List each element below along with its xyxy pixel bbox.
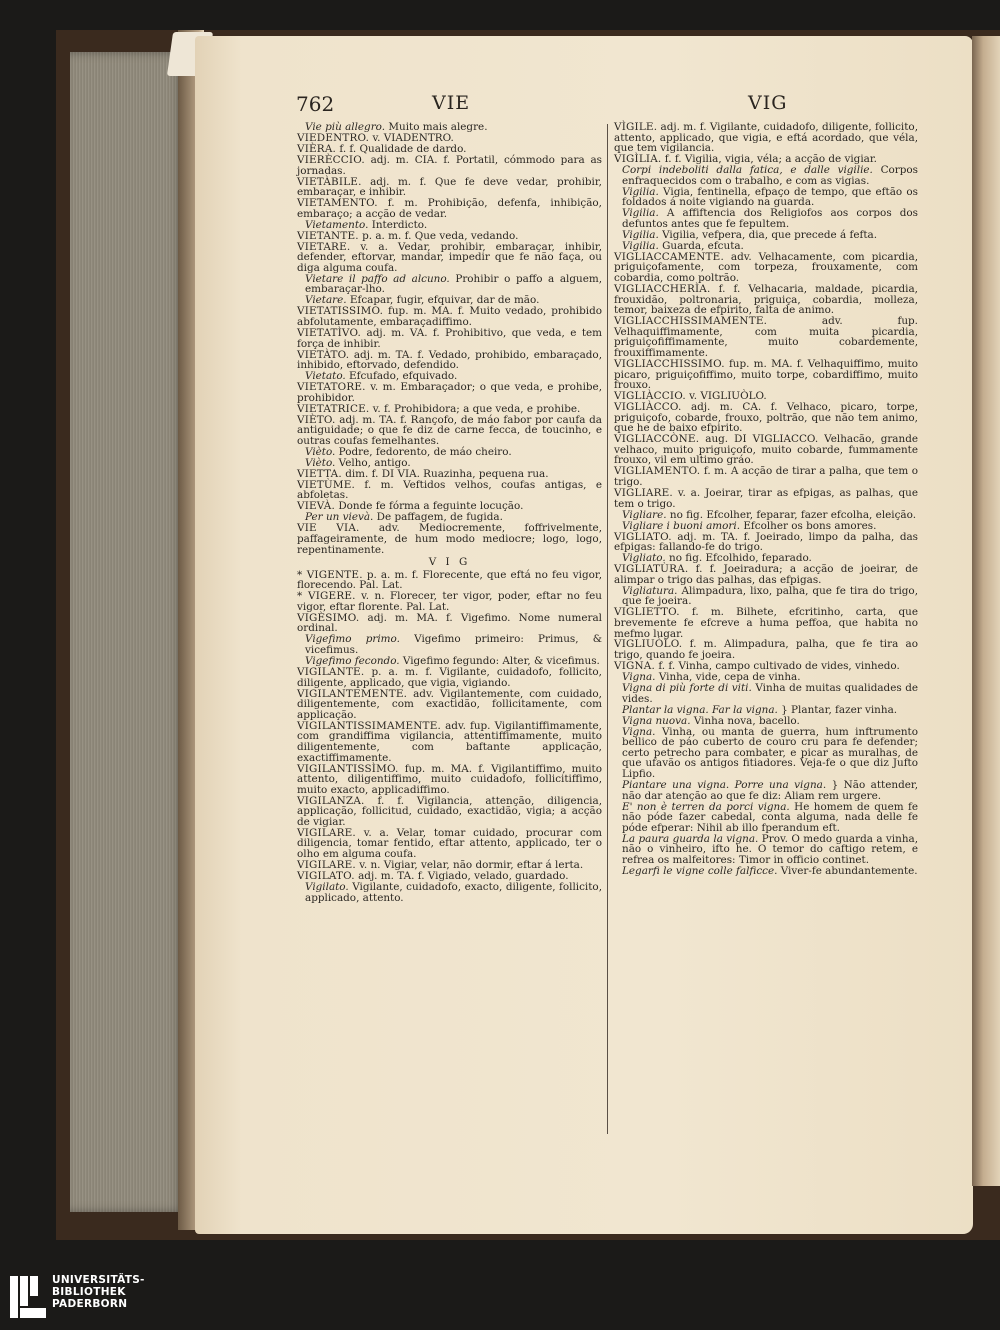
entry-example: Vigilato. [305, 881, 349, 894]
dictionary-entry [297, 274, 602, 295]
entry-definition: p. a. m. f. Que veda, vedando. [362, 229, 519, 242]
entry-example: Vigefimo fecondo. [305, 655, 400, 668]
entry-example: Vigliatura. [622, 584, 678, 597]
dictionary-entry [614, 780, 918, 801]
dictionary-entry [297, 667, 602, 688]
entry-definition: Vigia, fentinella, efpaço de tempo, que eftão os foldados á noite vigiando na guarda. [622, 185, 919, 209]
entry-definition: Corpos enfraquecidos com o trabalho, e com as vigias. [622, 164, 918, 187]
entry-headword: VIETANTE. [297, 229, 359, 242]
entry-headword: VIGLIACCHISSIMAMENTE. [614, 315, 768, 328]
entry-definition: Velho, antigo. [338, 456, 411, 469]
entry-definition: dim. f. DI VIA. Ruazinha, pequena rua. [345, 467, 549, 480]
entry-example: Vigliato. [622, 552, 666, 565]
entry-headword: VIETATORE. [297, 381, 366, 394]
entry-definition: adj. m. VA. f. Prohibitivo, que veda, e tem força de inhibir. [297, 326, 602, 350]
entry-definition: Alimpadura, lixo, palha, que fe tira do trigo, que fe joeira. [622, 584, 918, 608]
entry-example: Vietare. [305, 294, 347, 307]
dictionary-entry [297, 634, 602, 655]
dictionary-entry [297, 689, 602, 721]
entry-definition: f. m. Bilhete, efcritinho, carta, que brevemente fe efcreve a huma peffoa, que habita no mefmo lugar. [614, 606, 918, 640]
entry-example: Piantare una vigna. Porre una vigna. [622, 778, 827, 791]
entry-example: Vietato. [305, 370, 346, 383]
dictionary-entry [614, 488, 918, 509]
entry-headword: VÌGILE. [614, 121, 658, 133]
dictionary-entry [614, 866, 918, 877]
dictionary-entry [614, 402, 918, 434]
entry-definition: v. n. Vigiar, velar, não dormir, eftar á lerta. [359, 859, 584, 872]
entry-headword: VIETATÌVO. [297, 326, 362, 339]
dictionary-entry [614, 284, 918, 316]
entry-definition: Efcolher os bons amores. [743, 519, 877, 532]
entry-headword: VIGLIACCAMENTE. [614, 250, 724, 263]
entry-headword: VIGLIÀCCO. [614, 401, 682, 414]
entry-definition: fup. m. MA. f. Velhaquiffimo, muito picaro, priguiçofiffimo, muito torpe, cobardiffimo, muito frouxo. [614, 357, 918, 392]
dictionary-entry [297, 155, 602, 176]
dictionary-entry [297, 796, 602, 828]
entry-example: Vigilia. [622, 185, 659, 198]
entry-definition: adj. m. f. Que fe deve vedar, prohibir, embaraçar, e inhibir. [297, 175, 602, 199]
entry-headword: VIGLIUÒLO. [614, 638, 683, 651]
entry-headword: VIGILARE. [297, 859, 356, 872]
dictionary-entry [297, 350, 602, 371]
entry-headword: VIGLIATÙRA. [614, 563, 689, 576]
entry-headword: VIGILANTISSÌMO. [297, 762, 399, 775]
entry-example: Vigilia. [622, 239, 659, 252]
dictionary-entry [614, 834, 918, 866]
entry-definition: adj. m. MA. f. Vigefimo. Nome numeral ordinal. [297, 611, 602, 635]
entry-definition: p. a. m. f. Vigilante, cuidadofo, follicito, diligente, applicado, que vigia, vigiando. [297, 666, 602, 689]
entry-definition: Vinha de muitas qualidades de vides. [622, 682, 918, 705]
left-column [297, 122, 602, 904]
entry-definition: no fig. Efcolhido, feparado. [669, 552, 812, 565]
dictionary-entry [614, 359, 918, 391]
entry-example: Vièto. [305, 445, 336, 458]
entry-headword: VIGLIACCHISSIMO. [614, 357, 725, 370]
dictionary-entry [297, 613, 602, 634]
entry-definition: v. f. Prohibidora; a que veda, e prohibe. [372, 402, 581, 415]
entry-headword: VIÈTO. [297, 413, 336, 426]
entry-definition: Vigefimo primeiro: Primus, & vicefimus. [305, 633, 602, 657]
next-page-sliver [972, 36, 1000, 1186]
entry-definition: v. m. Embaraçador; o que veda, e prohibe, prohibidor. [297, 381, 602, 404]
entry-definition: adj. m. TA. f. Vigiado, velado, guardado. [358, 870, 569, 883]
dictionary-entry [297, 570, 602, 591]
entry-example: Vigilia. [622, 228, 659, 241]
entry-example: Vietare il paffo ad alcuno. [305, 272, 450, 285]
entry-headword: VIGLIARE. [614, 487, 673, 500]
entry-definition: no fig. Efcolher, feparar, fazer efcolha, eleição. [669, 508, 917, 521]
entry-definition: Muito mais alegre. [388, 121, 488, 133]
entry-headword: VIGLIETTO. [614, 606, 680, 619]
dictionary-entry [297, 828, 602, 860]
library-logo-icon [8, 1274, 48, 1320]
entry-definition: Podre, fedorento, de máo cheiro. [338, 445, 512, 458]
entry-definition: Efcufado, efquivado. [349, 370, 458, 383]
entry-definition: v. VIADENTRO. [372, 131, 454, 144]
entry-example: Vigna. [622, 725, 656, 738]
dictionary-entry [297, 882, 602, 903]
entry-definition: Vigilante, cuidadofo, exacto, diligente, follicito, applicado, attento. [305, 881, 602, 904]
entry-example: E' non è terren da porci vigna. [622, 800, 790, 813]
entry-example: Per un vievà. [305, 511, 374, 524]
entry-definition: adv. fup. Vigilantiffimamente, com grandiffima vigilancia, attentiffimamente, muito diligentemente, com baftante applicação, exactiffimamente. [297, 719, 602, 764]
running-head-left: VIE [432, 92, 471, 114]
entry-headword: VIETAMENTO. [297, 197, 378, 210]
entry-headword: VIGILANTISSIMAMENTE. [297, 719, 441, 732]
dictionary-entry [614, 532, 918, 553]
logo-line-2: BIBLIOTHEK [52, 1286, 126, 1298]
entry-definition: f. f. Joeiradura; a acção de joeirar, de alimpar o trigo das palhas, das efpigas. [614, 563, 918, 586]
entry-headword: VIGNA. [614, 660, 656, 673]
dictionary-entry [614, 683, 918, 704]
entry-definition: A affiftencia dos Religiofos aos corpos dos defuntos antes que fe fepultem. [622, 207, 918, 230]
entry-definition: } Plantar, fazer vinha. [781, 703, 898, 716]
running-head-right: VIG [748, 92, 788, 114]
logo-line-1: UNIVERSITÄTS- [52, 1274, 145, 1286]
entry-definition: f. f. Vinha, campo cultivado de vides, vinhedo. [658, 660, 900, 673]
entry-definition: Vigilia, vefpera, dia, que precede á fefta. [662, 228, 877, 241]
dictionary-entry [614, 316, 918, 358]
entry-headword: VIETÀTO. [297, 348, 350, 361]
dictionary-entry [614, 802, 918, 834]
entry-example: Corpi indeboliti dalla fatica, e dalle vigilie. [622, 164, 873, 177]
dictionary-entry [297, 242, 602, 274]
entry-definition: Vinha nova, bacello. [693, 714, 800, 727]
entry-headword: VIETTA. [297, 467, 342, 480]
entry-definition: adj. m. CIA. f. Portatil, cómmodo para as jornadas. [297, 153, 602, 177]
entry-definition: v. a. Velar, tomar cuidado, procurar com diligencia, tomar fentido, eftar attento, applicado, ter o olho em alguma coufa. [297, 826, 602, 861]
entry-headword: VIGILATO. [297, 870, 355, 883]
entry-example: Plantar la vigna. Far la vigna. [622, 703, 778, 716]
entry-definition: f. f. Vigilia, vigia, véla; a acção de vigiar. [664, 153, 877, 166]
entry-example: Vigliare. [622, 508, 667, 521]
entry-definition: adj. m. TA. f. Vedado, prohibido, embaraçado, inhibido, eftorvado, defendido. [297, 348, 602, 372]
entry-definition: v. a. Vedar, prohibir, embaraçar, inhibir, defender, eftorvar, mandar, impedir que fe não faça, ou diga alguma coufa. [297, 240, 602, 274]
entry-example: Vigna. [622, 671, 656, 684]
dictionary-entry [614, 434, 918, 466]
entry-headword: VIGILARE. [297, 826, 356, 839]
entry-definition: f. f. Qualidade de dardo. [339, 142, 467, 155]
entry-headword: * VIGENTE. [297, 568, 363, 581]
entry-headword: VIGÈSIMO. [297, 611, 360, 624]
entry-headword: VIGLIACCÒNE. [614, 433, 700, 446]
dictionary-entry [614, 586, 918, 607]
dictionary-entry [614, 466, 918, 487]
column-divider [607, 124, 608, 1134]
entry-headword: VIE VIA. [297, 522, 360, 535]
entry-definition: Guarda, efcuta. [662, 239, 744, 252]
entry-example: Legarfi le vigne colle falficce. [622, 864, 778, 877]
entry-example: Vigna di più forte di viti. [622, 682, 752, 695]
entry-definition: Vinha, ou manta de guerra, hum inftrumento bellico de páo cuberto de couro cru para fe defender; certo petrecho para combater, e picar as muralhas, de que ufavão os antigos fitiadores. Veja-fe o que diz Jufto Lipfio. [622, 725, 918, 780]
entry-definition: fup. m. MA. f. Muito vedado, prohibido abfolutamente, embaraçadiffimo. [297, 305, 602, 328]
entry-headword: VIEVÀ. [297, 500, 335, 513]
entry-definition: f. m. Prohibição, defenfa, inhibição, embaraço; a acção de vedar. [297, 197, 602, 220]
dictionary-entry [614, 639, 918, 660]
dictionary-entry [614, 165, 918, 186]
dictionary-entry [297, 328, 602, 349]
entry-definition: adv. Mediocremente, foffrivelmente, paffageiramente, de hum modo mediocre; logo, logo, repentinamente. [297, 522, 602, 556]
entry-definition: Vigefimo fegundo: Alter, & vicefimus. [402, 655, 600, 668]
entry-definition: adj. m. TA. f. Joeirado, limpo da palha, das efpigas: fallando-fe do trigo. [614, 530, 919, 554]
entry-example: La paura guarda la vigna. [622, 832, 759, 845]
entry-headword: VIETÙME. [297, 478, 356, 491]
entry-headword: VIETATISSIMO. [297, 305, 384, 318]
section-heading: V I G [428, 556, 471, 569]
entry-example: Vie più allegro. [305, 121, 386, 133]
entry-definition: Donde fe fórma a feguinte locução. [338, 500, 524, 513]
entry-definition: aug. DI VIGLIACCO. Velhacão, grande velhaco, muito priguiçofo, muito cobarde, fummamente frouxo, vil em ultimo gráo. [614, 433, 918, 467]
entry-headword: VIGÌLIA. [614, 153, 662, 166]
library-logo [8, 1274, 168, 1322]
entry-definition: } Não attender, não dar atenção ao que fe diz: Aliam rem urgere. [622, 778, 918, 802]
dictionary-entry [614, 727, 918, 780]
entry-headword: VIEDENTRO. [297, 131, 370, 144]
entry-definition: De paffagem, de fugida. [376, 511, 503, 524]
right-column [614, 122, 918, 877]
entry-definition: Prohibir o paffo a alguem, embaraçar-lho. [305, 272, 603, 296]
entry-definition: adj. m. f. Vigilante, cuidadofo, diligente, follicito, attento, applicado, que vigia, e eftá acordado, que véla, que tem vigilancia. [614, 121, 918, 155]
entry-definition: adv. Vigilantemente, com cuidado, diligentemente, com exactidão, follicitamente, com applicação. [297, 687, 602, 721]
entry-headword: VIGLIATO. [614, 530, 672, 543]
entry-headword: VIÈRA. [297, 142, 337, 155]
dictionary-entry [297, 764, 602, 796]
entry-definition: f. m. Veftidos velhos, coufas antigas, e abfoletas. [297, 478, 602, 502]
entry-headword: VIGILANTE. [297, 666, 365, 679]
entry-example: Vigefimo primo. [305, 633, 400, 646]
entry-headword: VIERÈCCIO. [297, 153, 365, 166]
dictionary-entry [614, 564, 918, 585]
entry-example: Vigliare i buoni amori. [622, 519, 740, 532]
dictionary-entry [297, 591, 602, 612]
entry-headword: VIGLIÀCCIO. [614, 390, 686, 403]
dictionary-entry [297, 306, 602, 327]
entry-definition: v. a. Joeirar, tirar as efpigas, as palhas, que tem o trigo. [614, 487, 918, 510]
entry-example: Vièto. [305, 456, 336, 469]
entry-definition: fup. m. MA. f. Vigilantiffimo, muito attento, diligentiffimo, muito cuidadofo, follicitiffimo, muito exacto, applicadiffimo. [297, 762, 602, 796]
page-edges [70, 52, 185, 1212]
entry-headword: VIGLIACCHERÌA. [614, 283, 711, 296]
entry-headword: VIGILANTEMENTE. [297, 687, 408, 700]
entry-definition: f. f. Vigilancia, attenção, diligencia, applicação, follicitud, cuidado, exactidão, vigia; a acção de vigiar. [297, 794, 603, 828]
entry-headword: * VIGERE. [297, 590, 356, 603]
dictionary-entry [297, 415, 602, 447]
entry-example: Vietamento. [305, 218, 369, 231]
entry-definition: adj. m. TA. f. Rançofo, de máo fabor por caufa da antiguidade; o que fe diz de carne fecca, de toucinho, e outras coufas femelhantes. [297, 413, 602, 447]
page-number: 762 [296, 92, 335, 116]
dictionary-entry [614, 122, 918, 154]
entry-definition: adj. m. CA. f. Velhaco, picaro, torpe, priguiçofo, cobarde, frouxo, poltrão, que não tem animo, que he de baixo efpirito. [614, 401, 918, 435]
dictionary-entry [297, 523, 602, 555]
entry-headword: VIETATRICE. [297, 402, 370, 415]
dictionary-entry [614, 187, 918, 208]
dictionary-entry [297, 480, 602, 501]
entry-definition: f. m. A acção de tirar a palha, que tem o trigo. [614, 465, 918, 489]
entry-definition: v. n. Florecer, ter vigor, poder, eftar no feu vigor, eftar florente. Pal. Lat. [297, 590, 602, 613]
entry-definition: He homem de quem fe não póde fazer cabedal, conta alguma, nada delle fe póde efperar: Nihil ab illo fperandum eft. [622, 800, 918, 834]
entry-headword: VIETÀBILE. [297, 175, 362, 188]
entry-example: Vigilia. [622, 207, 659, 220]
dictionary-entry [614, 252, 918, 284]
entry-definition: f. m. Alimpadura, palha, que fe tira ao trigo, quando fe joeira. [614, 638, 919, 662]
entry-definition: Prov. O medo guarda a vinha, não o vinheiro, ifto he. O temor do caftigo retem, e refrea os malfeitores: Timor in officio continet. [622, 832, 919, 866]
dictionary-entry [614, 607, 918, 639]
entry-definition: p. a. m. f. Florecente, que eftá no feu vigor, florecendo. Pal. Lat. [297, 568, 602, 592]
dictionary-entry [297, 721, 602, 763]
logo-line-3: PADERBORN [52, 1298, 128, 1310]
entry-headword: VIGILANZA. [297, 794, 365, 807]
entry-definition: v. VIGLIUÒLO. [689, 390, 767, 403]
entry-headword: VIETARE. [297, 240, 351, 253]
dictionary-entry [614, 208, 918, 229]
entry-headword: VIGLIAMENTO. [614, 465, 701, 478]
entry-definition: Interdicto. [371, 218, 428, 231]
dictionary-entry [614, 230, 918, 241]
dictionary-entry [297, 177, 602, 198]
entry-definition: adv. Velhacamente, com picardia, priguiçofamente, com torpeza, frouxamente, com cobardia, como poltrão. [614, 250, 919, 285]
entry-definition: adv. fup. Velhaquiffimamente, com muita picardia, priguiçofiffimamente, muito cobardemente, frouxiffimamente. [614, 315, 918, 359]
dictionary-entry [297, 382, 602, 403]
entry-definition: f. f. Velhacaria, maldade, picardia, frouxidão, poltronaria, priguiça, cobardia, molleza, temor, baixeza de efpirito, falta de animo. [614, 283, 918, 317]
entry-definition: Efcapar, fugir, efquivar, dar de mão. [349, 294, 540, 307]
dictionary-entry [297, 198, 602, 219]
entry-definition: Viver-fe abundantemente. [780, 864, 918, 877]
entry-definition: Vinha, vide, cepa de vinha. [658, 671, 801, 684]
entry-example: Vigna nuova. [622, 714, 691, 727]
